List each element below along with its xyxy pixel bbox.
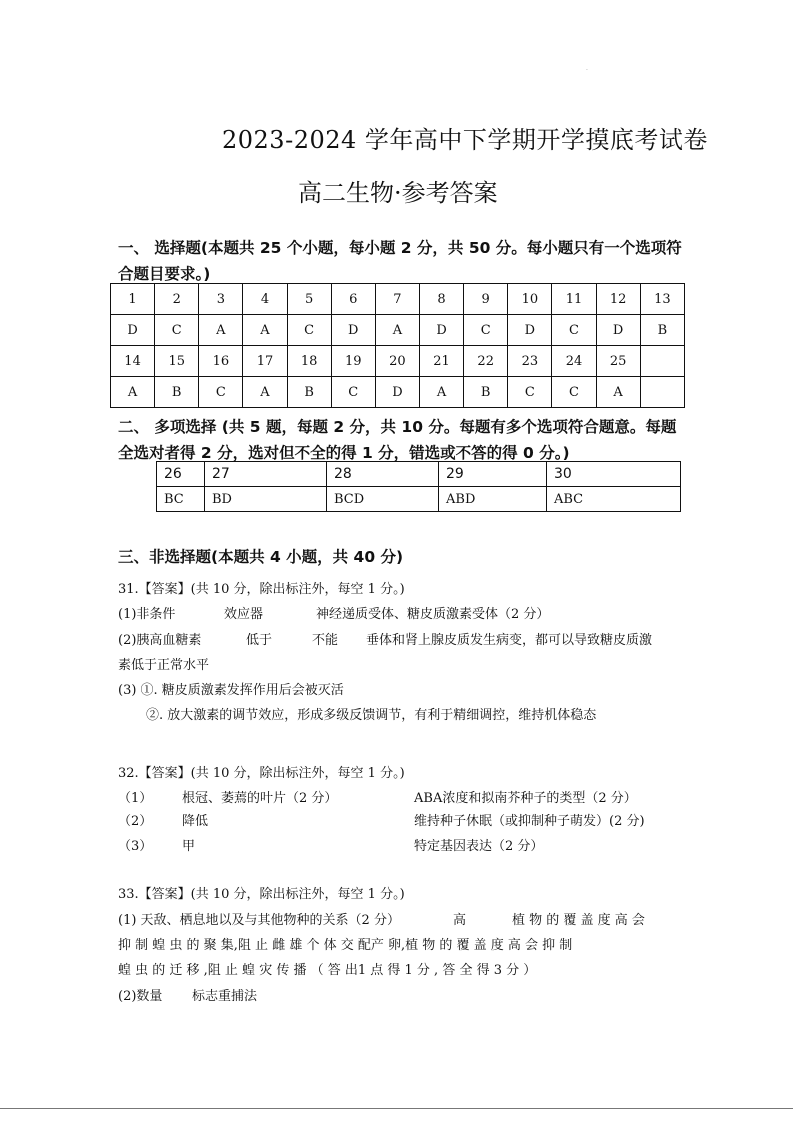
answer-cell: C (331, 377, 375, 408)
question-number-cell: 14 (111, 346, 155, 377)
question-number-cell: 27 (205, 462, 327, 487)
q31-answer-3-1: (3) ①. 糖皮质激素发挥作用后会被灭活 (118, 683, 344, 698)
answer-cell: C (552, 377, 596, 408)
answer-cell: D (508, 315, 552, 346)
question-number-cell: 17 (243, 346, 287, 377)
answer-cell: BC (157, 487, 205, 512)
q33-answer-2b: 标志重捕法 (192, 989, 258, 1004)
answer-cell: D (596, 315, 640, 346)
question-number-cell (640, 346, 684, 377)
answer-cell: C (199, 377, 243, 408)
section3-heading: 三、非选择题(本题共 4 小题，共 40 分) (118, 548, 404, 566)
question-number-row (111, 346, 685, 377)
multi-choice-answer-row (157, 487, 681, 512)
section1-heading-line1: 一、 选择题(本题共 25 个小题，每小题 2 分，共 50 分。每小题只有一个选项符 (118, 239, 682, 257)
scan-speck: . (586, 65, 588, 72)
q31-answer-2-continued: 素低于正常水平 (118, 658, 210, 673)
question-number-cell: 10 (508, 284, 552, 315)
question-number-cell: 3 (199, 284, 243, 315)
answer-cell (640, 377, 684, 408)
answer-cell: C (287, 315, 331, 346)
section1-heading-line2: 合题目要求。) (118, 265, 211, 283)
q33-answer-line3: 蝗 虫 的 迁 移 ,阻 止 蝗 灾 传 播 （ 答 出1 点 得 1 分 , 答 全 得 3 分 ） (118, 963, 537, 978)
q32-row3-label: （3） (118, 839, 153, 854)
answer-cell: BD (205, 487, 327, 512)
answer-cell: ABD (439, 487, 547, 512)
q32-header: 32.【答案】(共 10 分，除出标注外，每空 1 分。) (118, 766, 405, 781)
q32-row1-answer-b: ABA浓度和拟南芥种子的类型（2 分） (414, 791, 637, 806)
answer-cell: D (375, 377, 419, 408)
question-number-row (111, 284, 685, 315)
q33-answer-1a: (1) 天敌、栖息地以及与其他物种的关系（2 分） (118, 913, 400, 928)
answer-cell: C (552, 315, 596, 346)
question-number-cell: 8 (419, 284, 463, 315)
q31-answer-2d: 垂体和肾上腺皮质发生病变，都可以导致糖皮质激 (366, 633, 653, 648)
question-number-cell: 25 (596, 346, 640, 377)
question-number-cell: 21 (419, 346, 463, 377)
answer-cell: C (155, 315, 199, 346)
q33-answer-2a: (2)数量 (118, 989, 163, 1004)
multi-choice-number-row (157, 462, 681, 487)
answer-cell: A (243, 377, 287, 408)
question-number-cell: 20 (375, 346, 419, 377)
answer-cell: A (199, 315, 243, 346)
exam-subtitle: 高二生物·参考答案 (298, 179, 498, 207)
question-number-cell: 24 (552, 346, 596, 377)
q31-answer-1a: (1)非条件 (118, 607, 176, 622)
answer-cell: A (243, 315, 287, 346)
question-number-cell: 9 (464, 284, 508, 315)
q33-answer-line2: 抑 制 蝗 虫 的 聚 集,阻 止 雌 雄 个 体 交 配产 卵,植 物 的 覆 盖 度 高 会 抑 制 (118, 938, 573, 953)
question-number-cell: 19 (331, 346, 375, 377)
multi-choice-answer-table (156, 461, 681, 512)
answer-cell: BCD (327, 487, 439, 512)
q32-row2-answer-b: 维持种子休眠（或抑制种子萌发）(2 分) (414, 814, 645, 829)
question-number-cell: 7 (375, 284, 419, 315)
question-number-cell: 29 (439, 462, 547, 487)
question-number-cell: 4 (243, 284, 287, 315)
single-choice-answer-table (110, 283, 685, 408)
question-number-cell: 5 (287, 284, 331, 315)
q31-answer-1b: 效应器 (224, 607, 264, 622)
exam-title: 2023-2024 学年高中下学期开学摸底考试卷 (222, 126, 708, 154)
answer-cell: B (287, 377, 331, 408)
answer-cell: B (155, 377, 199, 408)
q31-header: 31.【答案】(共 10 分，除出标注外，每空 1 分。) (118, 582, 405, 597)
q33-answer-1c: 植 物 的 覆 盖 度 高 会 (512, 913, 645, 928)
answer-row (111, 377, 685, 408)
q32-row1-label: （1） (118, 791, 153, 806)
question-number-cell: 16 (199, 346, 243, 377)
answer-cell: C (508, 377, 552, 408)
answer-cell: D (111, 315, 155, 346)
question-number-cell: 15 (155, 346, 199, 377)
q31-answer-2a: (2)胰高血糖素 (118, 633, 202, 648)
q33-answer-1b: 高 (453, 913, 467, 928)
q32-row2-label: （2） (118, 814, 153, 829)
answer-cell: D (331, 315, 375, 346)
page-bottom-rule (0, 1108, 793, 1109)
question-number-cell: 22 (464, 346, 508, 377)
section2-heading-line2: 全选对者得 2 分，选对但不全的得 1 分，错选或不答的得 0 分。) (118, 444, 570, 462)
answer-cell: A (111, 377, 155, 408)
question-number-cell: 1 (111, 284, 155, 315)
answer-row (111, 315, 685, 346)
answer-cell: A (375, 315, 419, 346)
answer-cell: B (464, 377, 508, 408)
section2-heading-line1: 二、 多项选择 (共 5 题，每题 2 分，共 10 分。每题有多个选项符合题意。每题 (118, 418, 677, 436)
answer-cell: A (419, 377, 463, 408)
question-number-cell: 12 (596, 284, 640, 315)
question-number-cell: 13 (640, 284, 684, 315)
q31-answer-1c: 神经递质受体、糖皮质激素受体（2 分） (316, 607, 550, 622)
answer-cell: A (596, 377, 640, 408)
q31-answer-2c: 不能 (312, 633, 339, 648)
question-number-cell: 6 (331, 284, 375, 315)
question-number-cell: 26 (157, 462, 205, 487)
question-number-cell: 23 (508, 346, 552, 377)
question-number-cell: 11 (552, 284, 596, 315)
answer-cell: B (640, 315, 684, 346)
q31-answer-3-2: ②. 放大激素的调节效应，形成多级反馈调节，有利于精细调控，维持机体稳态 (146, 708, 597, 723)
answer-cell: ABC (547, 487, 681, 512)
answer-cell: C (464, 315, 508, 346)
q33-header: 33.【答案】(共 10 分，除出标注外，每空 1 分。) (118, 887, 405, 902)
q32-row1-answer-a: 根冠、萎蔫的叶片（2 分） (182, 791, 338, 806)
answer-cell: D (419, 315, 463, 346)
q31-answer-2b: 低于 (246, 633, 273, 648)
question-number-cell: 30 (547, 462, 681, 487)
q32-row2-answer-a: 降低 (182, 814, 209, 829)
q32-row3-answer-a: 甲 (182, 839, 196, 854)
question-number-cell: 18 (287, 346, 331, 377)
q32-row3-answer-b: 特定基因表达（2 分） (414, 839, 544, 854)
question-number-cell: 2 (155, 284, 199, 315)
question-number-cell: 28 (327, 462, 439, 487)
